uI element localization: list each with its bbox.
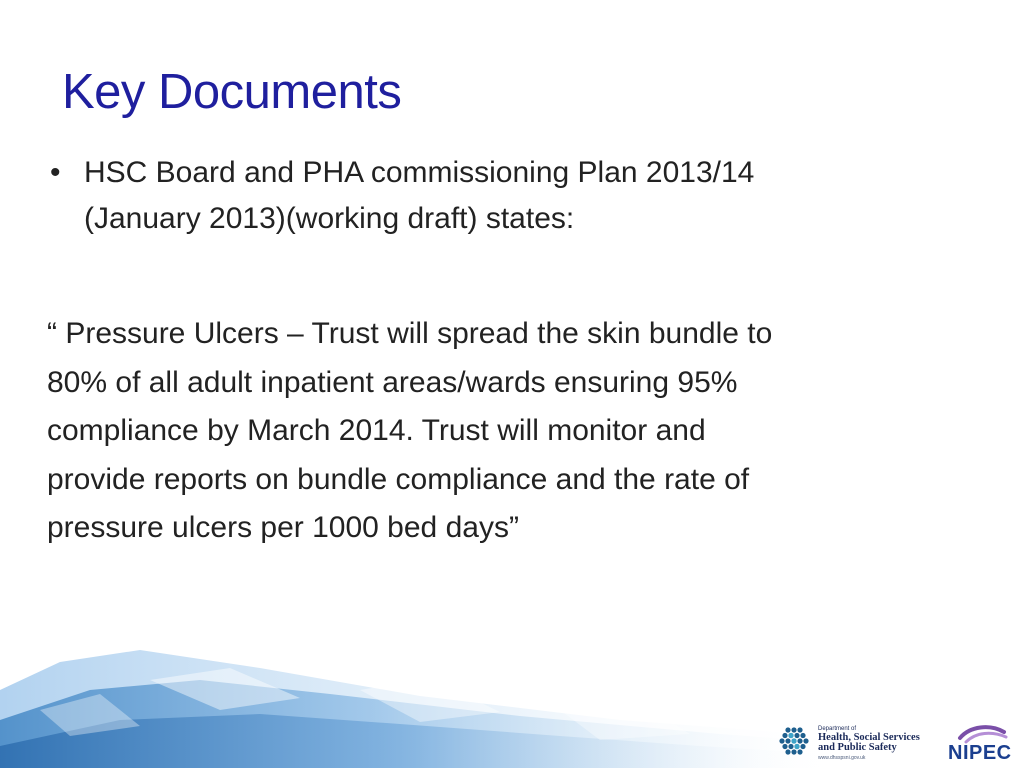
- bullet-line: HSC Board and PHA commissioning Plan 2013/14: [84, 156, 755, 189]
- nipec-swoosh-icon: [946, 722, 1020, 744]
- dhss-name-line: Health, Social Services: [818, 731, 920, 743]
- bullet-marker: •: [50, 156, 61, 189]
- slide-title: Key Documents: [62, 65, 402, 119]
- dhss-department: Department of: [818, 725, 857, 732]
- quote-line: compliance by March 2014. Trust will monitor and: [47, 414, 706, 447]
- dhss-text: [818, 726, 920, 761]
- dhss-name-line: and Public Safety: [818, 742, 897, 753]
- quote-line: provide reports on bundle compliance and the rate of: [47, 462, 750, 496]
- dhss-url: www.dhsspsni.gov.uk: [818, 754, 866, 761]
- bullet-text: [84, 150, 754, 242]
- nipec-logo: [946, 722, 1020, 766]
- bullet-item: [50, 150, 950, 242]
- quote-line: “ Pressure Ulcers – Trust will spread the skin bundle to: [47, 317, 773, 350]
- quote-line: 80% of all adult inpatient areas/wards ensuring 95%: [47, 365, 738, 399]
- quote-line: pressure ulcers per 1000 bed days”: [47, 511, 519, 544]
- quote-paragraph: [47, 310, 987, 553]
- dhss-emblem-icon: [778, 724, 814, 762]
- nipec-name: NIPEC: [948, 742, 1012, 764]
- dhss-logo: [778, 720, 943, 766]
- bullet-line: (January 2013)(working draft) states:: [84, 202, 575, 235]
